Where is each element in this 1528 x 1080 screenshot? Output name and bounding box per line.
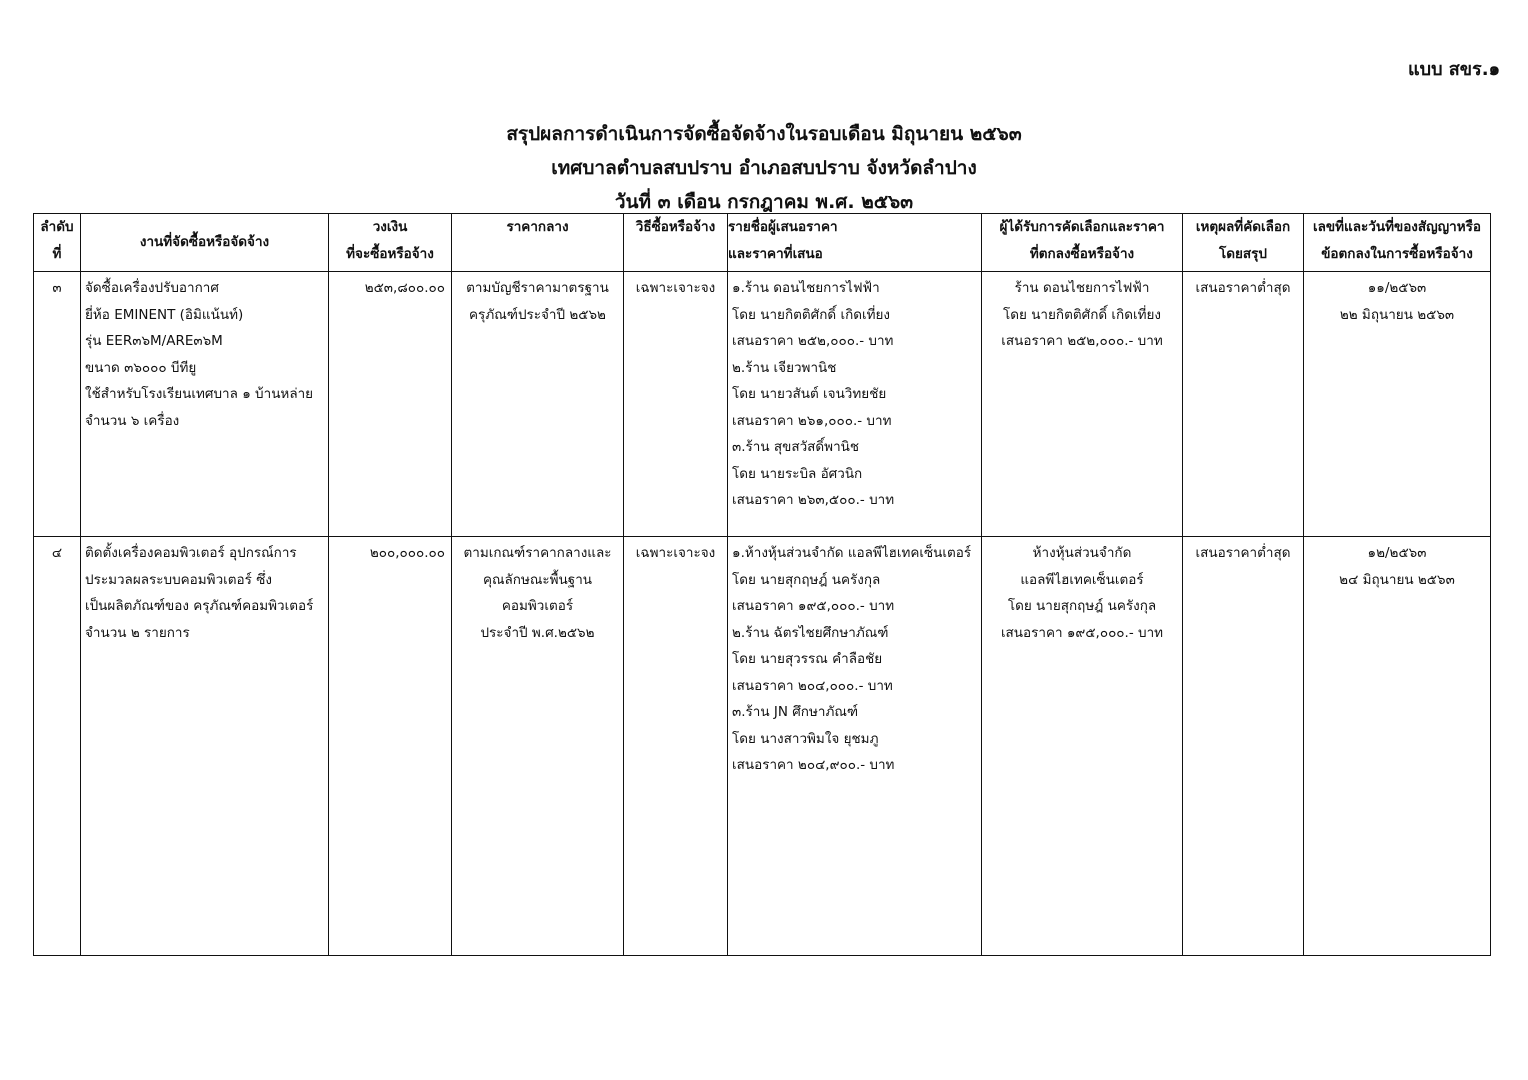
- cell-line: คุณลักษณะพื้นฐาน: [482, 571, 593, 588]
- cell-line: ๒๔ มิถุนายน ๒๕๖๓: [1339, 571, 1455, 588]
- cell-line: ประจำปี พ.ศ.๒๕๖๒: [480, 624, 595, 641]
- row-number-cell: [34, 272, 81, 537]
- median-price-lines: [452, 272, 623, 328]
- method-cell: [624, 272, 728, 537]
- row-number: ๓: [52, 280, 62, 296]
- cell-line: โดย นางสาวพิมใจ ยุชมภู: [732, 730, 879, 747]
- selected-lines: [982, 537, 1182, 646]
- cell-line: เสนอราคา ๒๕๒,๐๐๐.- บาท: [1001, 333, 1163, 349]
- bidder-lines: [728, 272, 981, 514]
- cell-line: ๑.ร้าน ดอนไชยการไฟฟ้า: [732, 280, 880, 296]
- contract-lines: [1304, 272, 1490, 328]
- cell-line: ๑๒/๒๕๖๓: [1367, 545, 1427, 561]
- cell-line: ๒.ร้าน ฉัตรไชยศึกษาภัณฑ์: [732, 624, 889, 641]
- selected-cell: [982, 537, 1183, 956]
- cell-line: โดย นายสุวรรณ คำลือชัย: [732, 651, 883, 667]
- column-header-reason: เหตุผลที่คัดเลือก โดยสรุป: [1183, 214, 1304, 272]
- cell-line: โดย นายสุกฤษฎ์ นครังกุล: [1007, 598, 1157, 614]
- budget-value: ๒๕๓,๘๐๐.๐๐: [364, 280, 445, 296]
- cell-line: ร้าน ดอนไชยการไฟฟ้า: [1014, 280, 1150, 296]
- cell-line: รุ่น EER๓๖M/ARE๓๖M: [85, 333, 223, 349]
- table-header-row: [34, 214, 1491, 272]
- budget-cell: [329, 272, 452, 537]
- median-price-cell: [452, 537, 624, 956]
- row-number-cell: [34, 537, 81, 956]
- bidders-cell: [728, 272, 982, 537]
- cell-line: เป็นผลิตภัณฑ์ของ ครุภัณฑ์คอมพิวเตอร์: [85, 598, 314, 614]
- procurement-table: [33, 213, 1491, 956]
- cell-line: ๓.ร้าน สุขสวัสดิ์พานิช: [732, 439, 860, 455]
- cell-line: จำนวน ๖ เครื่อง: [85, 412, 180, 429]
- cell-line: แอลพีไฮเทคเซ็นเตอร์: [1020, 571, 1144, 588]
- cell-line: เสนอราคา ๒๖๑,๐๐๐.- บาท: [732, 412, 892, 429]
- budget-cell: [329, 537, 452, 956]
- column-header-contract: เลขที่และวันที่ของสัญญาหรือ ข้อตกลงในการซื้อหรือจ้าง: [1304, 214, 1491, 272]
- budget-value: ๒๐๐,๐๐๐.๐๐: [369, 545, 445, 561]
- contract-lines: [1304, 537, 1490, 593]
- form-code: แบบ สขร.๑: [1408, 59, 1500, 80]
- reason-value: เสนอราคาต่ำสุด: [1195, 280, 1291, 296]
- contract-cell: [1304, 537, 1491, 956]
- bidder-lines: [728, 537, 981, 779]
- cell-line: ตามเกณฑ์ราคากลางและ: [463, 545, 612, 561]
- column-header-median-price: ราคากลาง: [452, 214, 624, 272]
- cell-line: เสนอราคา ๒๐๔,๐๐๐.- บาท: [732, 677, 893, 694]
- cell-line: ใช้สำหรับโรงเรียนเทศบาล ๑ บ้านหล่าย: [85, 386, 314, 402]
- work-lines: [81, 272, 328, 434]
- method-cell: [624, 537, 728, 956]
- cell-line: โดย นายวสันต์ เจนวิทยชัย: [732, 386, 887, 402]
- row-number: ๔: [51, 545, 63, 561]
- column-header-budget: วงเงิน ที่จะซื้อหรือจ้าง: [329, 214, 452, 272]
- cell-line: ประมวลผลระบบคอมพิวเตอร์ ซึ่ง: [85, 571, 272, 588]
- document-title: สรุปผลการดำเนินการจัดซื้อจัดจ้างในรอบเดือน มิถุนายน ๒๕๖๓: [506, 123, 1022, 145]
- reason-cell: [1183, 537, 1304, 956]
- cell-line: เสนอราคา ๒๐๔,๙๐๐.- บาท: [732, 757, 895, 773]
- selected-cell: [982, 272, 1183, 537]
- work-lines: [81, 537, 328, 646]
- cell-line: ๑.ห้างหุ้นส่วนจำกัด แอลพีไฮเทคเซ็นเตอร์: [732, 545, 972, 561]
- cell-line: ๒๒ มิถุนายน ๒๕๖๓: [1339, 306, 1455, 323]
- column-header-method: วิธีซื้อหรือจ้าง: [624, 214, 728, 272]
- median-price-cell: [452, 272, 624, 537]
- cell-line: โดย นายกิตติศักดิ์ เกิดเที่ยง: [1002, 306, 1162, 323]
- work-cell: [81, 537, 329, 956]
- cell-line: ๑๑/๒๕๖๓: [1367, 280, 1427, 296]
- cell-line: โดย นายสุกฤษฎ์ นครังกุล: [732, 571, 881, 588]
- cell-line: ๒.ร้าน เจียวพานิช: [732, 359, 837, 376]
- cell-line: เสนอราคา ๑๙๕,๐๐๐.- บาท: [1000, 624, 1164, 641]
- column-header-work: งานที่จัดซื้อหรือจัดจ้าง: [81, 214, 329, 272]
- bidders-cell: [728, 537, 982, 956]
- median-price-lines: [452, 537, 623, 646]
- contract-cell: [1304, 272, 1491, 537]
- cell-line: จัดซื้อเครื่องปรับอากาศ: [85, 280, 219, 296]
- selected-lines: [982, 272, 1182, 355]
- reason-value: เสนอราคาต่ำสุด: [1195, 545, 1291, 561]
- cell-line: ตามบัญชีราคามาตรฐาน: [466, 280, 609, 296]
- cell-line: ครุภัณฑ์ประจำปี ๒๕๖๒: [469, 306, 606, 323]
- cell-line: ยี่ห้อ EMINENT (อิมิแน้นท์): [85, 306, 244, 323]
- method-value: เฉพาะเจาะจง: [635, 545, 716, 561]
- column-header-selected: ผู้ได้รับการคัดเลือกและราคา ที่ตกลงซื้อหรือจ้าง: [982, 214, 1183, 272]
- cell-line: เสนอราคา ๑๙๕,๐๐๐.- บาท: [732, 598, 895, 614]
- cell-line: โดย นายระบิล อัศวนิก: [732, 465, 863, 482]
- cell-line: ห้างหุ้นส่วนจำกัด: [1032, 545, 1132, 561]
- reason-cell: [1183, 272, 1304, 537]
- cell-line: ๓.ร้าน JN ศึกษาภัณฑ์: [732, 704, 859, 720]
- cell-line: เสนอราคา ๒๖๓,๕๐๐.- บาท: [732, 492, 895, 508]
- date-line: วันที่ ๓ เดือน กรกฎาคม พ.ศ. ๒๕๖๓: [614, 191, 914, 213]
- cell-line: ขนาด ๓๖๐๐๐ บีทียู: [85, 359, 197, 376]
- work-cell: [81, 272, 329, 537]
- cell-line: ติดตั้งเครื่องคอมพิวเตอร์ อุปกรณ์การ: [85, 545, 297, 561]
- cell-line: โดย นายกิตติศักดิ์ เกิดเที่ยง: [732, 306, 891, 323]
- cell-line: คอมพิวเตอร์: [501, 598, 574, 614]
- cell-line: เสนอราคา ๒๕๒,๐๐๐.- บาท: [732, 333, 894, 349]
- table-row: [34, 537, 1491, 956]
- column-header-bidders: รายชื่อผู้เสนอราคา และราคาที่เสนอ: [728, 214, 982, 272]
- table-row: [34, 272, 1491, 537]
- cell-line: จำนวน ๒ รายการ: [85, 624, 190, 641]
- organization-line: เทศบาลตำบลสบปราบ อำเภอสบปราบ จังหวัดลำปาง: [551, 157, 977, 179]
- method-value: เฉพาะเจาะจง: [635, 280, 716, 296]
- column-header-no: ลำดับ ที่: [34, 214, 81, 272]
